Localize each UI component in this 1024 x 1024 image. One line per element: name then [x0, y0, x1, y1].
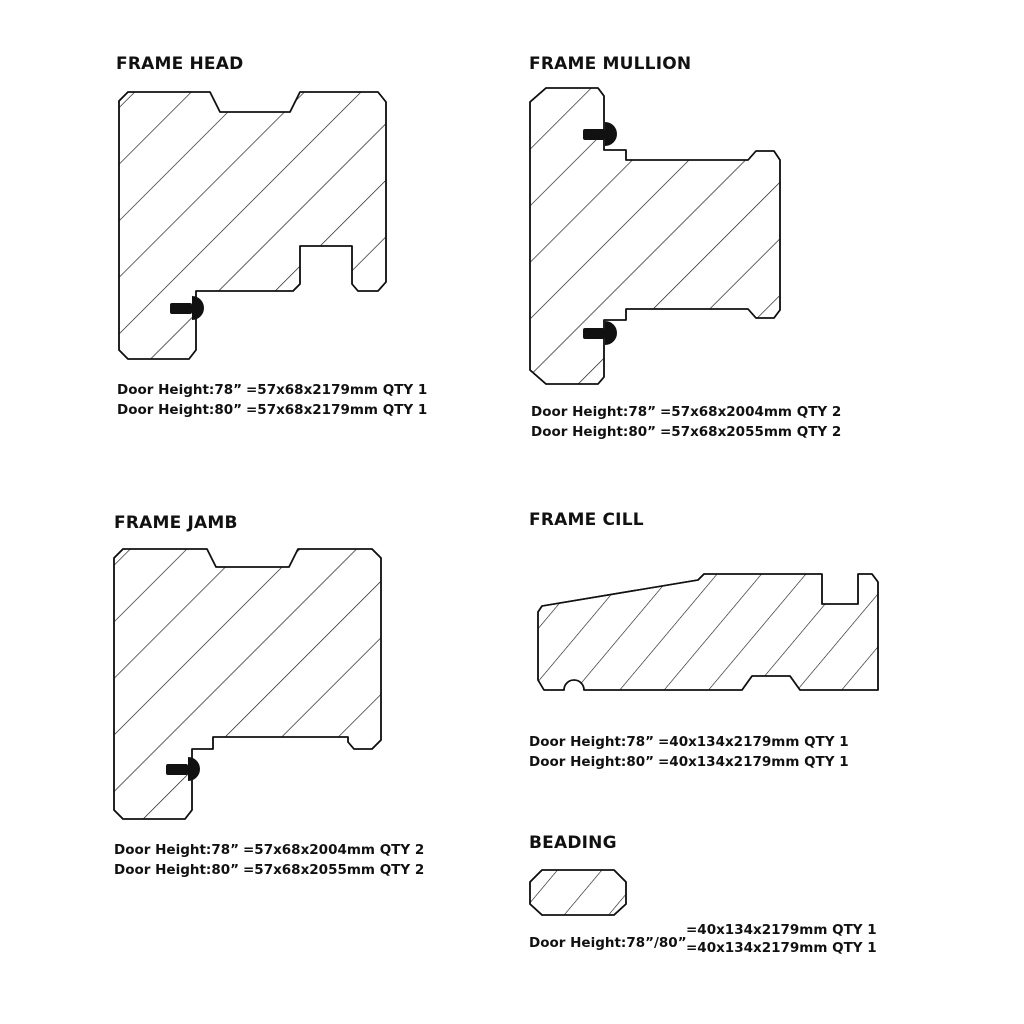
spec-row: Door Height:80” =57x68x2179mm QTY 1 — [117, 402, 428, 418]
spec-value: =40x134x2179mm QTY 1 — [686, 940, 877, 956]
spec-row: Door Height:78” =57x68x2004mm QTY 2 — [531, 404, 842, 420]
beading-specs — [686, 920, 877, 958]
frame-head-specs — [117, 380, 427, 420]
spec-row: Door Height:80” =57x68x2055mm QTY 2 — [531, 424, 842, 440]
spec-row: Door Height:78” =57x68x2179mm QTY 1 — [117, 382, 428, 398]
frame-cill-profile — [538, 574, 878, 690]
frame-mullion-profile — [530, 88, 780, 384]
spec-row: Door Height:78” =40x134x2179mm QTY 1 — [529, 734, 849, 750]
frame-jamb-profile — [114, 549, 381, 819]
spec-row: Door Height:78” =57x68x2004mm QTY 2 — [114, 842, 425, 858]
spec-row: Door Height:80” =40x134x2179mm QTY 1 — [529, 754, 849, 770]
frame-head-title: FRAME HEAD — [116, 54, 244, 74]
frame-cill-title: FRAME CILL — [529, 510, 644, 530]
beading-height-label: Door Height:78”/80” — [529, 935, 687, 951]
frame-mullion-title: FRAME MULLION — [529, 54, 692, 74]
frame-mullion-specs — [531, 402, 841, 442]
frame-head-profile — [119, 92, 386, 359]
spec-value: =40x134x2179mm QTY 1 — [686, 922, 877, 938]
spec-row: Door Height:80” =57x68x2055mm QTY 2 — [114, 862, 425, 878]
frame-jamb-specs — [114, 840, 424, 880]
beading-title: BEADING — [529, 833, 617, 853]
beading-profile — [530, 870, 626, 915]
frame-cill-specs — [529, 732, 849, 772]
frame-jamb-title: FRAME JAMB — [114, 513, 238, 533]
